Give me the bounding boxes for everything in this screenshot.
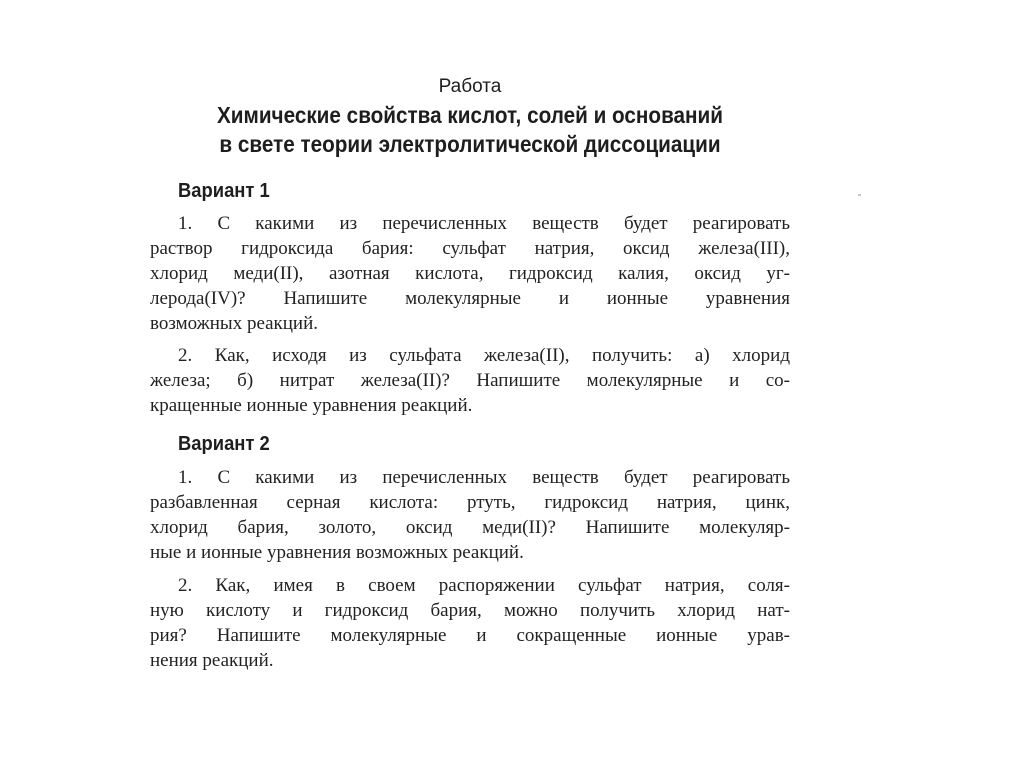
- variant-1-task-1-line: 1. С какими из перечисленных веществ будет реагировать: [178, 213, 790, 234]
- variant-1-heading: Вариант 1: [178, 180, 270, 202]
- variant-2-task-2-line: нения реакций.: [150, 650, 274, 671]
- variant-2-task-1-line: хлорид бария, золото, оксид меди(II)? Напишите молекуляр-: [150, 517, 790, 538]
- variant-1-task-1-line: возможных реакций.: [150, 313, 319, 334]
- scan-speck: [858, 194, 861, 196]
- variant-2-task-1-line: 1. С какими из перечисленных веществ будет реагировать: [178, 467, 790, 488]
- variant-2-task-2-line: ную кислоту и гидроксид бария, можно получить хлорид нат-: [150, 600, 790, 621]
- variant-2-heading: Вариант 2: [178, 433, 270, 455]
- variant-1-task-1-line: раствор гидроксида бария: сульфат натрия, оксид железа(III),: [150, 238, 790, 259]
- variant-1-task-2-line: кращенные ионные уравнения реакций.: [150, 395, 473, 416]
- variant-2-task-2-line: 2. Как, имея в своем распоряжении сульфат натрия, соля-: [178, 575, 790, 596]
- variant-1-task-2-line: железа; б) нитрат железа(II)? Напишите молекулярные и со-: [150, 370, 790, 391]
- variant-2-task-2-line: рия? Напишите молекулярные и сокращенные ионные урав-: [150, 625, 790, 646]
- title-line-2: в свете теории электролитической диссоциации: [219, 131, 721, 157]
- variant-2-task-1-line: разбавленная серная кислота: ртуть, гидроксид натрия, цинк,: [150, 492, 790, 513]
- variant-1-task-1-line: хлорид меди(II), азотная кислота, гидроксид калия, оксид уг-: [150, 263, 790, 284]
- variant-1-task-2-line: 2. Как, исходя из сульфата железа(II), получить: а) хлорид: [178, 345, 790, 366]
- variant-1-task-1-line: лерода(IV)? Напишите молекулярные и ионные уравнения: [150, 288, 790, 309]
- variant-2-task-1-line: ные и ионные уравнения возможных реакций.: [150, 542, 524, 563]
- page-title: [182, 101, 758, 159]
- title-line-1: Химические свойства кислот, солей и оснований: [216, 102, 723, 128]
- work-label: Работа: [438, 76, 502, 97]
